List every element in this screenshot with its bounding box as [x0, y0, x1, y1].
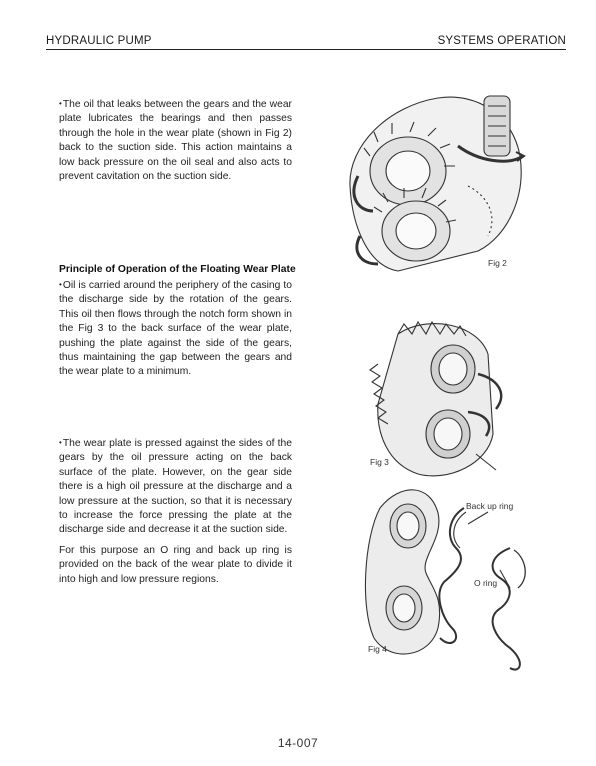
fig2-label: Fig 2 [488, 258, 507, 268]
o-ring-label: O ring [474, 578, 498, 588]
header-section-title: HYDRAULIC PUMP [46, 35, 152, 47]
paragraph-text: Oil is carried around the periphery of the casing to the discharge side by the rotation of the gears. This oil then flows through the notch form shown in the Fig 3 to the back surface of the wear plate, pushing the plate against the side of the gears, thus maintaining the gap between the gears and the wear plate to a minimum. [59, 280, 292, 378]
paragraph-wear-plate-pressed [59, 436, 292, 538]
paragraph-text: The wear plate is pressed against the sides of the gears by the oil pressure acting on the back surface of the plate. However, on the gear side there is a high oil pressure at the discharge and a low pressure at the suction, so that it is necessary to increase the force pressing the plate at the discharge side and decrease it at the suction side. [59, 438, 292, 536]
fig4-label: Fig 4 [368, 644, 387, 654]
page-number: 14-007 [277, 736, 319, 750]
section-heading: Principle of Operation of the Floating Wear Plate [59, 264, 296, 275]
fig2-gear-pump-illustration [338, 86, 528, 276]
fig3-label: Fig 3 [370, 457, 389, 467]
paragraph-oil-leak [59, 97, 292, 184]
paragraph-text: The oil that leaks between the gears and the wear plate lubricates the bearings and then passes through the hole in the wear plate (shown in Fig 2) back to the suction side. This action maintains a low back pressure on the oil seal and also acts to prevent cavitation on the suction side. [59, 99, 292, 183]
paragraph-o-ring-purpose: For this purpose an O ring and back up ring is provided on the back of the wear plate to divide it into high and low pressure regions. [59, 545, 292, 585]
header-chapter-title: SYSTEMS OPERATION [437, 35, 566, 47]
back-up-ring-label: Back up ring [466, 501, 514, 511]
bullet-icon: • [59, 280, 62, 289]
bullet-icon: • [59, 99, 62, 108]
header-rule [46, 49, 566, 50]
fig3-wear-plate-illustration [368, 314, 508, 484]
bullet-icon: • [59, 438, 62, 447]
paragraph-oil-carried [59, 278, 292, 380]
